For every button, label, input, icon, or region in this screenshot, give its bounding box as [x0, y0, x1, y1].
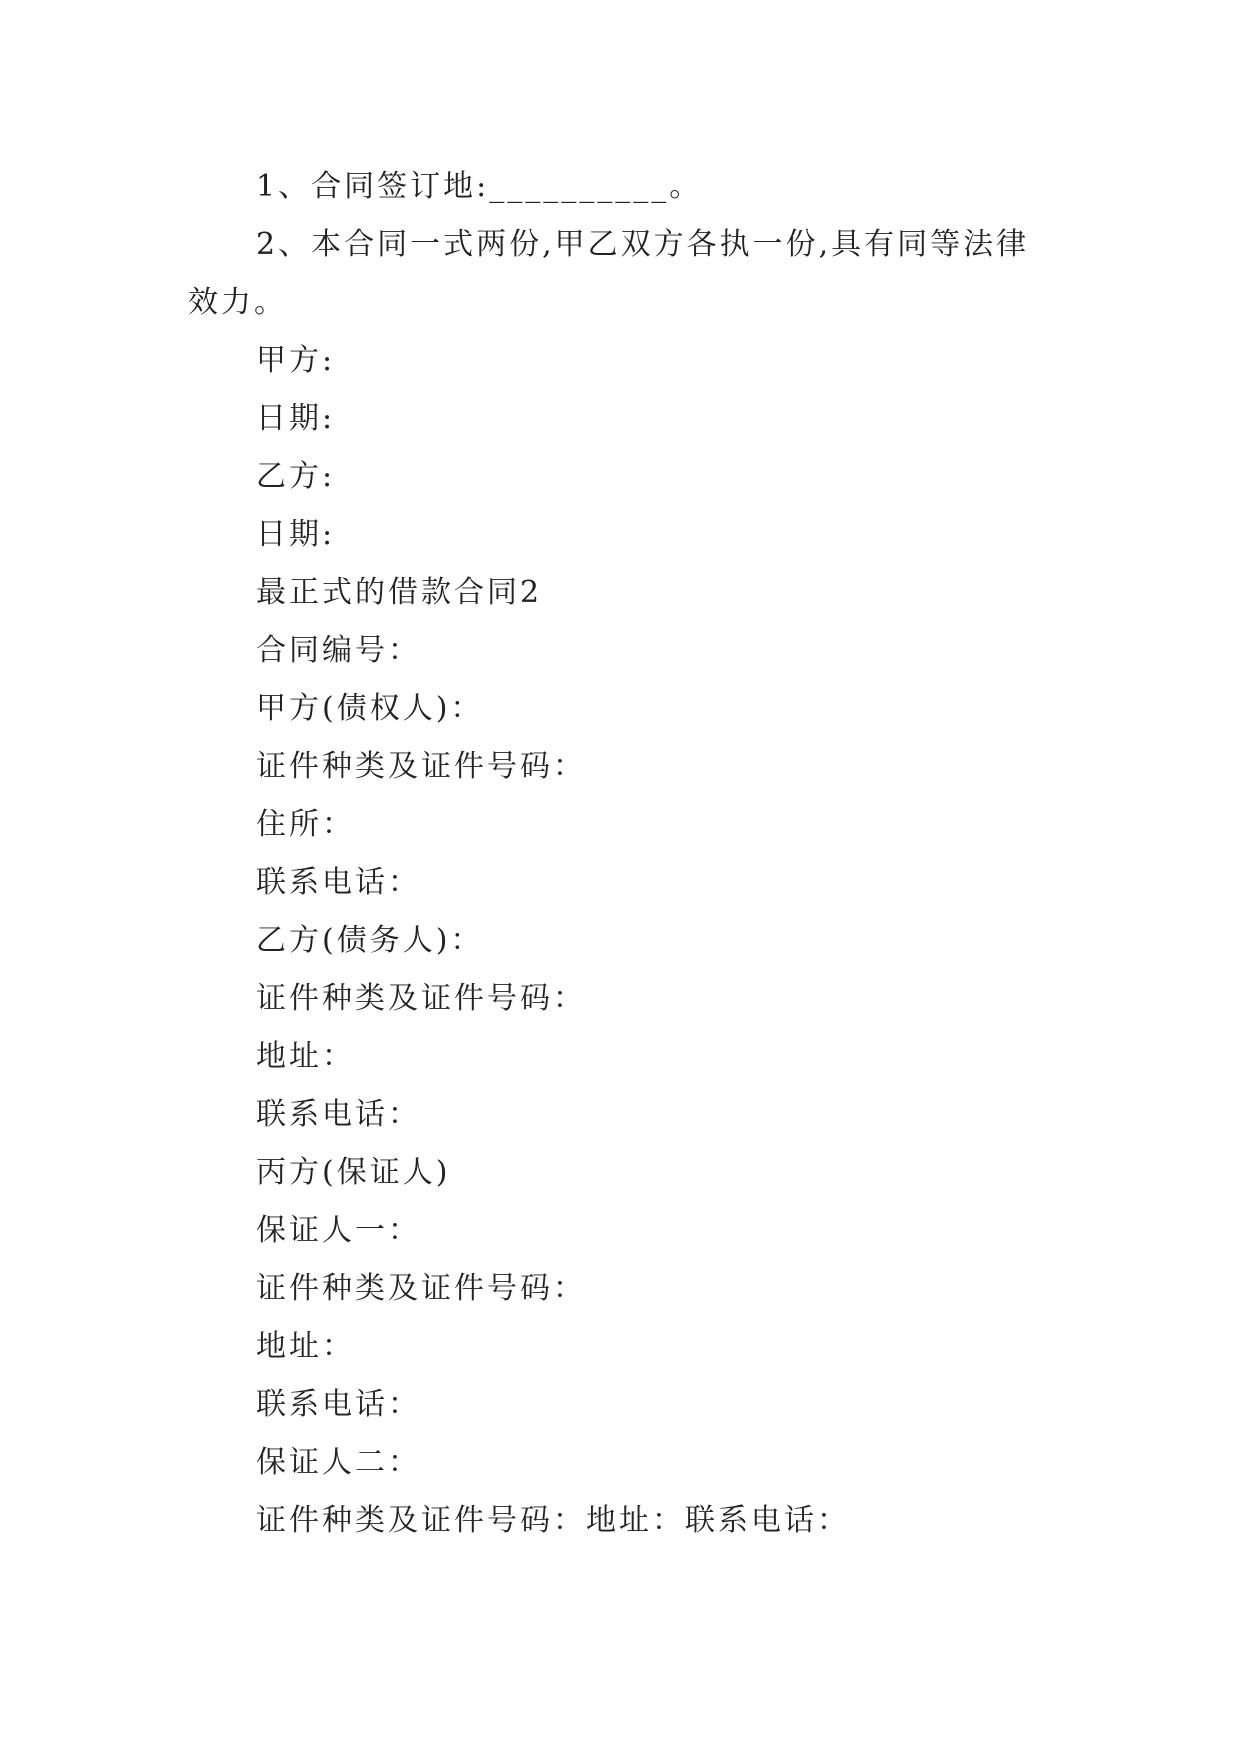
debtor-address-label: 地址：	[256, 1039, 355, 1074]
guarantor-one-id-label: 证件种类及证件号码：	[256, 1271, 586, 1306]
clause-copies: 2、本合同一式两份,甲乙双方各执一份,具有同等法律效力。	[188, 227, 1030, 320]
debtor-id-label: 证件种类及证件号码：	[256, 981, 586, 1016]
creditor-label: 甲方(债权人)：	[256, 691, 484, 726]
creditor-id-label: 证件种类及证件号码：	[256, 749, 586, 784]
guarantor-one-address-label: 地址：	[256, 1329, 355, 1364]
party-b-label: 乙方:	[256, 459, 336, 494]
debtor-phone-label: 联系电话：	[256, 1097, 421, 1132]
clause-signing-place: 1、合同签订地:__________。	[256, 169, 703, 204]
debtor-label: 乙方(债务人)：	[256, 923, 484, 958]
contract-section-title: 最正式的借款合同2	[256, 575, 543, 610]
guarantor-one-phone-label: 联系电话：	[256, 1387, 421, 1422]
guarantor-two-label: 保证人二：	[256, 1445, 421, 1480]
party-a-label: 甲方:	[256, 343, 336, 378]
contract-number-label: 合同编号：	[256, 633, 421, 668]
document-body	[188, 158, 1048, 1550]
guarantor-party-label: 丙方(保证人)	[256, 1155, 451, 1190]
creditor-residence-label: 住所：	[256, 807, 355, 842]
guarantor-two-details-label: 证件种类及证件号码：地址：联系电话：	[256, 1503, 850, 1538]
guarantor-one-label: 保证人一：	[256, 1213, 421, 1248]
creditor-phone-label: 联系电话：	[256, 865, 421, 900]
party-b-date-label: 日期:	[256, 517, 336, 552]
party-a-date-label: 日期:	[256, 401, 336, 436]
